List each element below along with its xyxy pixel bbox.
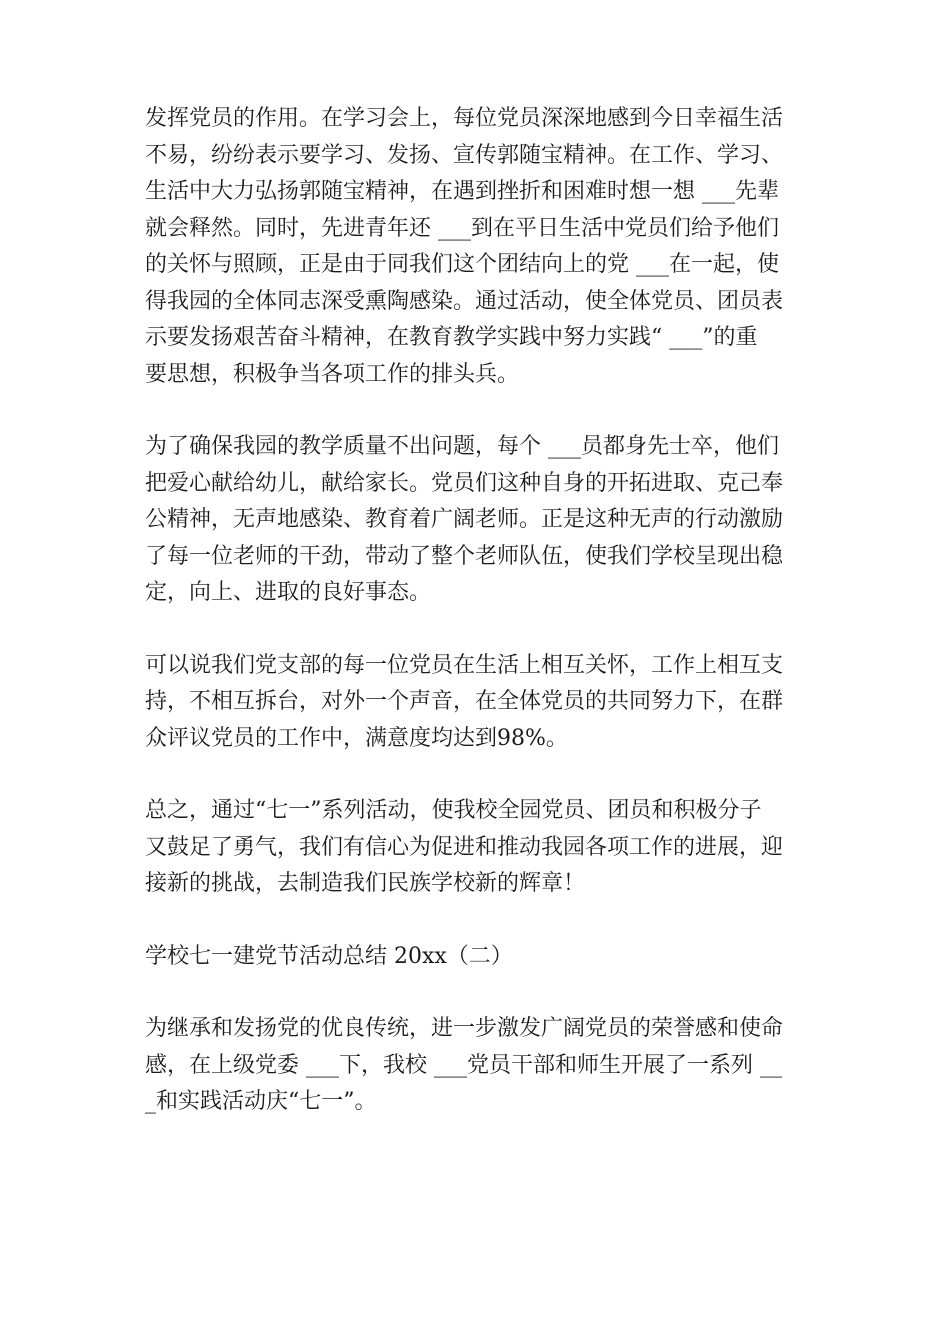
document-body — [145, 101, 810, 1157]
text-line: 为了确保我园的教学质量不出问题，每个 ___员都身先士卒，他们 — [145, 434, 779, 459]
text-line: 就会释然。同时，先进青年还 ___到在平日生活中党员们给予他们 — [145, 215, 779, 241]
paragraph-inherit-tradition — [145, 1011, 810, 1121]
text-line: 感，在上级党委 ___下，我校 ___党员干部和师生开展了一系列 __ — [145, 1052, 782, 1078]
text-line: 接新的挑战，去制造我们民族学校新的辉章！ — [145, 871, 586, 896]
text-line: 可以说我们党支部的每一位党员在生活上相互关怀，工作上相互支 — [145, 652, 784, 678]
text-line: 的关怀与照顾，正是由于同我们这个团结向上的党 ___在一起，使 — [145, 252, 779, 277]
paragraph-teaching-quality — [145, 429, 810, 612]
text-line: _和实践活动庆“七一”。 — [145, 1089, 377, 1114]
text-line: 又鼓足了勇气，我们有信心为促进和推动我园各项工作的进展，迎 — [145, 834, 784, 860]
text-line: 持，不相互拆台，对外一个声音，在全体党员的共同努力下，在群 — [145, 689, 784, 714]
text-line: 公精神，无声地感染、教育着广阔老师。正是这种无声的行动激励 — [145, 507, 784, 532]
text-line: 示要发扬艰苦奋斗精神，在教育教学实践中努力实践“ ___”的重 — [145, 325, 758, 350]
text-line: 总之，通过“七一”系列活动，使我校全园党员、团员和积极分子 — [145, 798, 762, 823]
text-line: 要思想，积极争当各项工作的排头兵。 — [145, 361, 520, 387]
text-line: 众评议党员的工作中，满意度均达到98%。 — [145, 725, 568, 751]
section-heading: 学校七一建党节活动总结 20xx（二） — [145, 943, 513, 969]
text-line: 不易，纷纷表示要学习、发扬、宣传郭随宝精神。在工作、学习、 — [145, 142, 784, 168]
text-line: 为继承和发扬党的优良传统，进一步激发广阔党员的荣誉感和使命 — [145, 1016, 784, 1041]
text-line: 了每一位老师的干劲，带动了整个老师队伍，使我们学校呈现出稳 — [145, 543, 784, 569]
text-line: 发挥党员的作用。在学习会上，每位党员深深地感到今日幸福生活 — [145, 106, 784, 131]
paragraph-party-role — [145, 101, 810, 393]
text-line: 把爱心献给幼儿，献给家长。党员们这种自身的开拓进取、克己奉 — [145, 470, 784, 496]
text-line: 得我园的全体同志深受熏陶感染。通过活动，使全体党员、团员表 — [145, 288, 784, 314]
text-line: 定，向上、进取的良好事态。 — [145, 580, 432, 605]
paragraph-conclusion — [145, 793, 810, 903]
text-line: 生活中大力弘扬郭随宝精神，在遇到挫折和困难时想一想 ___先辈 — [145, 179, 779, 204]
paragraph-party-branch — [145, 648, 810, 758]
